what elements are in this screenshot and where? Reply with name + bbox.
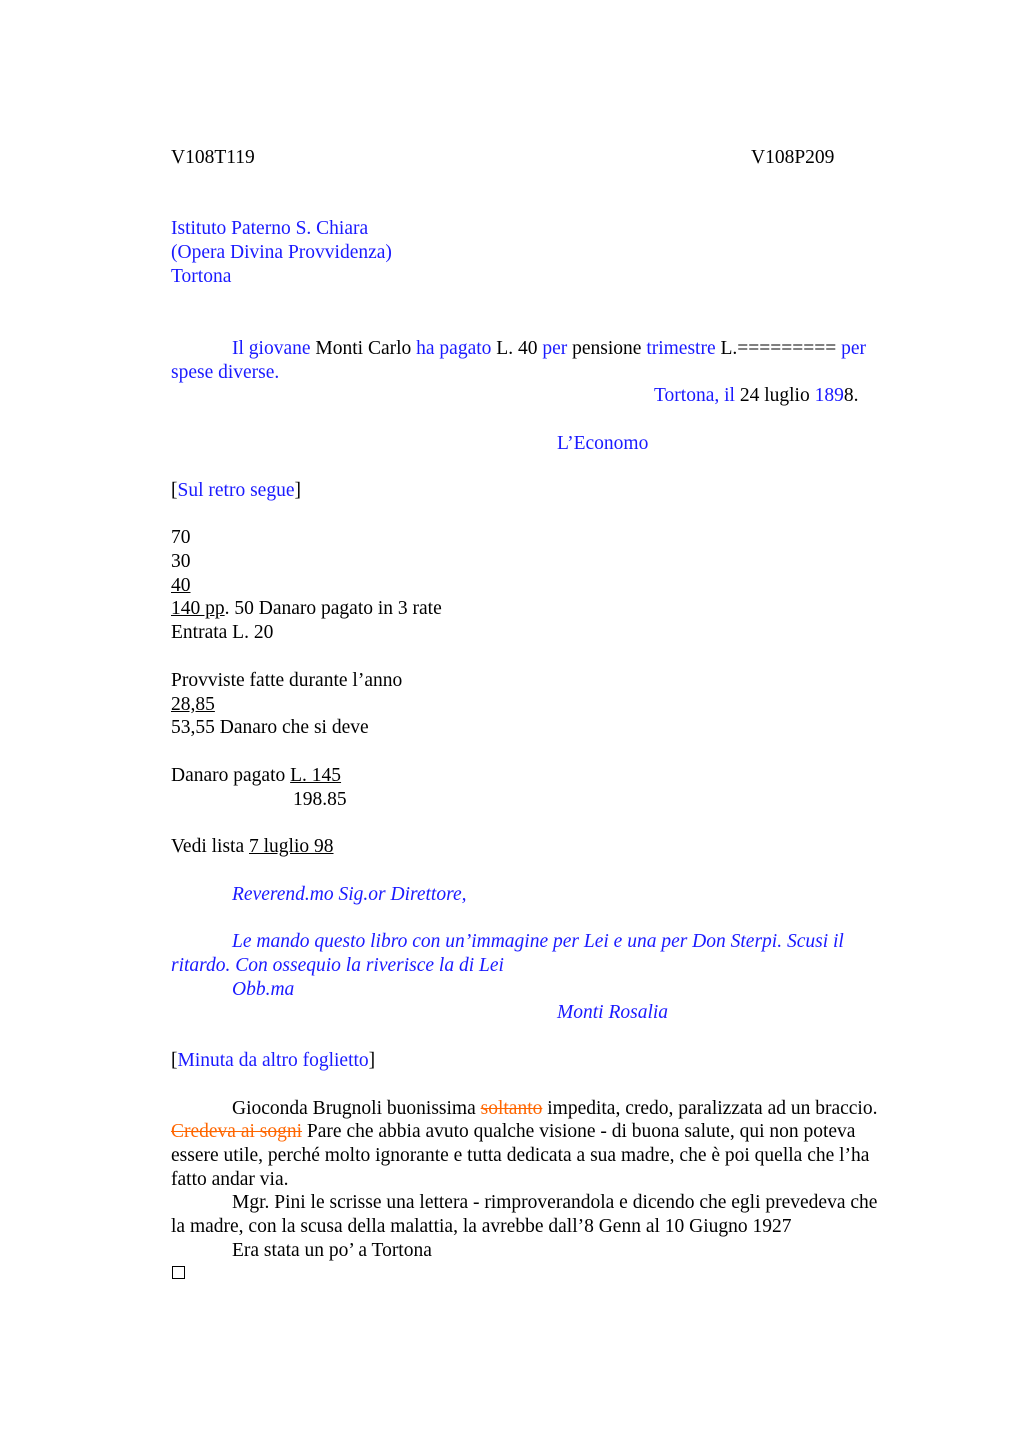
account-total-rest: . 50 Danaro pagato in 3 rate [224,598,442,619]
receipt-text: per [542,338,568,359]
bracket-open: [ [171,480,178,501]
draft-struck-text: soltanto [480,1098,543,1119]
receipt-text: pensione [567,338,647,359]
receipt-date-part: 8. [843,385,859,406]
account-paid-value: L. 145 [290,765,342,786]
letter-closing: Obb.ma [232,979,295,1000]
receipt-text: trimestre [646,338,716,359]
receipt-text: Il giovane [232,338,311,359]
account-vedi-label: Vedi lista [171,836,249,857]
draft-line: Mgr. Pini le scrisse una lettera - rimproverandola e dicendo che egli prevedeva che [232,1192,878,1213]
letter-signature: Monti Rosalia [557,1002,669,1023]
bracket-close: ] [368,1050,376,1071]
account-provviste: Provviste fatte durante l’anno [171,670,403,691]
letter-salutation: Reverend.mo Sig.or Direttore, [232,884,467,905]
draft-line [232,1097,877,1121]
account-vedi-value: 7 luglio 98 [249,836,334,857]
receipt-date-part: 24 luglio [734,385,815,406]
receipt-date [654,384,858,408]
draft-text: Pare che abbia avuto qualche visione - di buona salute, qui non poteva [302,1121,856,1142]
account-total-line [171,597,442,621]
account-due: 53,55 Danaro che si deve [171,717,369,738]
draft-line: la madre, con la scusa della malattia, la avrebbe dall’8 Genn al 10 Giugno 1927 [171,1216,792,1237]
editorial-note-text: Minuta da altro foglietto [177,1050,369,1071]
account-number: 28,85 [171,694,215,715]
receipt-text: per [841,338,867,359]
account-number: 40 [171,575,191,596]
account-number: 70 [171,527,191,548]
account-total-underlined: 140 pp [171,598,225,619]
letterhead-city: Tortona [171,266,232,287]
letterhead-opera: (Opera Divina Provvidenza) [171,242,392,263]
receipt-signer: L’Economo [557,433,649,454]
receipt-line-1 [232,337,866,361]
draft-text: impedita, credo, paralizzata ad un braccio. [542,1098,878,1119]
editorial-note-minuta [171,1049,375,1073]
draft-struck-text: Credeva ai sogni [171,1121,303,1142]
account-paid-label: Danaro pagato [171,765,291,786]
account-vedi-line [171,835,334,859]
receipt-date-part: 189 [814,385,844,406]
header-left-code: V108T119 [171,147,255,168]
receipt-text: L. 40 [491,338,543,359]
draft-line: essere utile, perché molto ignorante e tutta dedicata a sua madre, che è poi quella che l’ha [171,1145,870,1166]
letter-body-line: Le mando questo libro con un’immagine per Lei e una per Don Sterpi. Scusi il [232,931,844,952]
account-number: 30 [171,551,191,572]
letter-body-line: ritardo. Con ossequio la riverisce la di Lei [171,955,504,976]
draft-line: Era stata un po’ a Tortona [232,1240,432,1261]
letterhead-institute: Istituto Paterno S. Chiara [171,218,369,239]
bracket-close: ] [294,480,301,501]
square-icon [172,1266,185,1279]
editorial-note-text: Sul retro segue [177,480,295,501]
editorial-note-retro [171,479,301,503]
bracket-open: [ [171,1050,178,1071]
account-grand-total: 198.85 [293,789,347,810]
end-box-icon [172,1262,185,1286]
receipt-text: Monti Carlo [310,338,417,359]
receipt-text: ha pagato [416,338,492,359]
draft-line [171,1120,855,1144]
receipt-date-part: Tortona, il [654,385,735,406]
account-entrata: Entrata L. 20 [171,622,274,643]
receipt-line-2: spese diverse. [171,362,280,383]
draft-text: Gioconda Brugnoli buonissima [232,1098,481,1119]
account-paid-line [171,764,341,788]
receipt-text: L.========= [715,338,842,359]
draft-line: fatto andar via. [171,1169,289,1190]
header-right-code: V108P209 [751,147,835,168]
